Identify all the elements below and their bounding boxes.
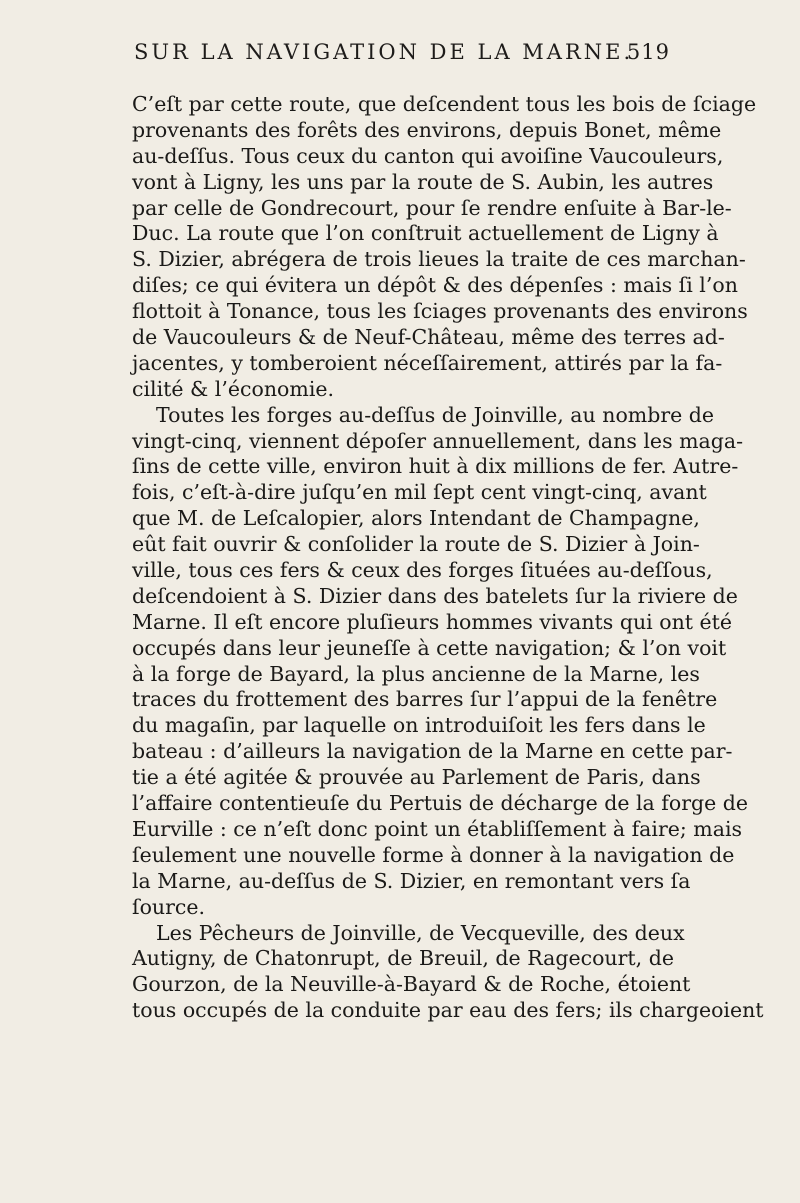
text-line: l’affaire contentieuſe du Pertuis de décharge de la forge de [132,791,749,816]
text-line: Toutes les forges au-deſſus de Joinville, au nombre de [156,402,715,427]
text-line: deſcendoient à S. Dizier dans des batelets ſur la riviere de [132,583,738,608]
text-line: S. Dizier, abrégera de trois lieues la traite de ces marchan- [132,247,746,272]
text-line: Duc. La route que l’on conſtruit actuellement de Ligny à [132,221,719,246]
text-line: du magaſin, par laquelle on introduiſoit les fers dans le [132,713,706,738]
text-line: par celle de Gondrecourt, pour ſe rendre enſuite à Bar-le- [132,195,732,220]
page-number: 519 [626,40,670,64]
page-header [134,40,670,80]
text-line: diſes; ce qui évitera un dépôt & des dépenſes : mais ſi l’on [132,273,738,298]
text-line: Autigny, de Chatonrupt, de Breuil, de Ragecourt, de [132,946,674,971]
text-line: Les Pêcheurs de Joinville, de Vecqueville, des deux [156,920,685,945]
running-head: SUR LA NAVIGATION DE LA MARNE. [134,40,634,64]
text-line: la Marne, au-deſſus de S. Dizier, en remontant vers ſa [132,868,691,893]
text-line: C’eſt par cette route, que deſcendent tous les bois de ſciage [132,92,757,116]
text-line: Eurville : ce n’eſt donc point un établiſſement à faire; mais [132,816,743,841]
text-line: au-deſſus. Tous ceux du canton qui avoiſine Vaucouleurs, [132,143,724,168]
text-line: ſeulement une nouvelle forme à donner à la navigation de [132,842,735,867]
text-line: tous occupés de la conduite par eau des fers; ils chargeoient [132,998,764,1023]
text-line: occupés dans leur jeuneſſe à cette navigation; & l’on voit [132,635,727,660]
text-line: flottoit à Tonance, tous les ſciages provenants des environs [132,299,748,324]
text-line: ſource. [132,894,206,919]
text-line: traces du frottement des barres ſur l’appui de la fenêtre [132,687,718,712]
text-line: de Vaucouleurs & de Neuf-Château, même des terres ad- [132,325,725,350]
text-line: cilité & l’économie. [132,376,335,401]
body-text [132,92,764,1024]
text-line: vingt-cinq, viennent dépoſer annuellement, dans les maga- [132,428,744,453]
text-line: ſins de cette ville, environ huit à dix millions de fer. Autre- [132,454,739,479]
text-line: fois, c’eſt-à-dire juſqu’en mil ſept cent vingt-cinq, avant [132,480,707,505]
text-line: tie a été agitée & prouvée au Parlement de Paris, dans [132,765,701,790]
text-line: provenants des forêts des environs, depuis Bonet, même [132,117,722,142]
text-line: eût fait ouvrir & conſolider la route de S. Dizier à Join- [132,532,700,557]
text-line: bateau : d’ailleurs la navigation de la Marne en cette par- [132,739,733,764]
text-line: Gourzon, de la Neuville-à-Bayard & de Roche, étoient [132,972,691,997]
text-line: à la forge de Bayard, la plus ancienne de la Marne, les [132,661,700,686]
text-line: ville, tous ces fers & ceux des forges ſituées au-deſſous, [132,558,713,583]
text-line: vont à Ligny, les uns par la route de S. Aubin, les autres [132,169,714,194]
text-line: jacentes, y tomberoient néceſſairement, attirés par la fa- [132,350,723,375]
text-line: Marne. Il eſt encore pluſieurs hommes vivants qui ont été [132,609,733,634]
text-line: que M. de Leſcalopier, alors Intendant de Champagne, [132,506,700,531]
